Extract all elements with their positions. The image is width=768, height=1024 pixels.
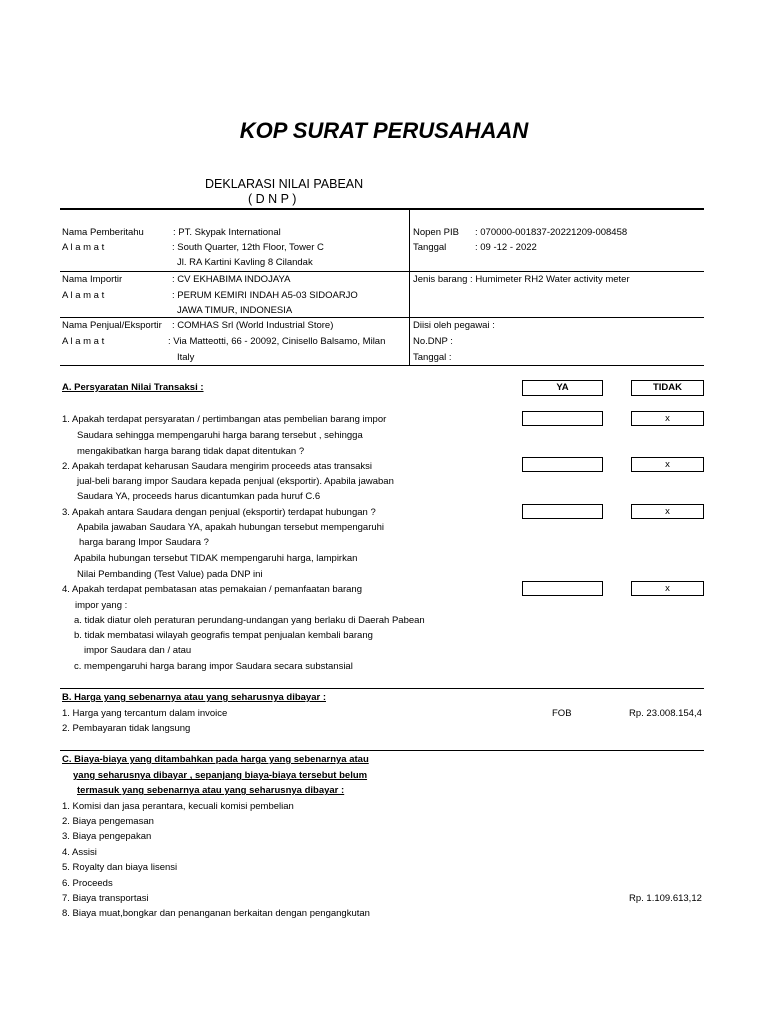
alamat-label: A l a m a t [62, 242, 105, 253]
document-title: DEKLARASI NILAI PABEAN [205, 177, 364, 191]
tanggal-dnp: Tanggal : [413, 352, 452, 363]
section-c-title-3: termasuk yang sebenarnya atau yang seharusnya dibayar : [77, 785, 345, 796]
b-item-1-term: FOB [552, 708, 572, 719]
importir-value: : CV EKHABIMA INDOJAYA [172, 274, 291, 285]
c-item-8: 8. Biaya muat,bongkar dan penanganan berkaitan dengan pengangkutan [62, 908, 370, 919]
letterhead: KOP SURAT PERUSAHAAN [239, 118, 529, 143]
q1-ya-box[interactable] [522, 411, 603, 426]
importir-address-2: JAWA TIMUR, INDONESIA [177, 305, 293, 316]
pemberitahu-label: Nama Pemberitahu [62, 227, 144, 238]
ya-header: YA [522, 380, 603, 396]
q3-tidak-box[interactable]: x [631, 504, 704, 519]
q3-line-1: 3. Apakah antara Saudara dengan penjual (eksportir) terdapat hubungan ? [62, 507, 376, 518]
q4-line-2: impor yang : [75, 600, 128, 611]
importir-alamat-label: A l a m a t [62, 290, 105, 301]
pemberitahu-address-1: : South Quarter, 12th Floor, Tower C [172, 242, 324, 253]
header-rule-bottom [60, 365, 704, 366]
penjual-label: Nama Penjual/Eksportir [62, 320, 162, 331]
pemberitahu-address-2: Jl. RA Kartini Kavling 8 Cilandak [177, 257, 313, 268]
q4-line-5: impor Saudara dan / atau [84, 645, 192, 656]
c-item-6: 6. Proceeds [62, 878, 113, 889]
penjual-alamat-label: A l a m a t [62, 336, 105, 347]
q2-line-1: 2. Apakah terdapat keharusan Saudara mengirim proceeds atas transaksi [62, 461, 372, 472]
q4-ya-box[interactable] [522, 581, 603, 596]
c-item-7-value: Rp. 1.109.613,12 [629, 893, 702, 904]
tanggal-value: : 09 -12 - 2022 [475, 242, 537, 253]
penjual-address-1: : Via Matteotti, 66 - 20092, Cinisello Balsamo, Milan [168, 336, 386, 347]
q4-line-6: c. mempengaruhi harga barang impor Saudara secara substansial [74, 661, 353, 672]
section-a-title: A. Persyaratan Nilai Transaksi : [62, 382, 204, 393]
c-item-2: 2. Biaya pengemasan [62, 816, 154, 827]
nopen-label: Nopen PIB [413, 227, 459, 238]
jenis-barang: Jenis barang : Humimeter RH2 Water activity meter [413, 274, 630, 285]
q1-line-1: 1. Apakah terdapat persyaratan / pertimbangan atas pembelian barang impor [62, 414, 387, 425]
diisi-pegawai: Diisi oleh pegawai : [413, 320, 495, 331]
q2-tidak-box[interactable]: x [631, 457, 704, 472]
q3-line-2: Apabila jawaban Saudara YA, apakah hubungan tersebut mempengaruhi [77, 522, 385, 533]
q4-line-3: a. tidak diatur oleh peraturan perundang-undangan yang berlaku di Daerah Pabean [74, 615, 425, 626]
q2-ya-box[interactable] [522, 457, 603, 472]
header-rule-1 [60, 271, 704, 272]
q4-tidak-box[interactable]: x [631, 581, 704, 596]
section-b-title: B. Harga yang sebenarnya atau yang seharusnya dibayar : [62, 692, 326, 703]
header-divider [409, 209, 410, 366]
c-item-4: 4. Assisi [62, 847, 97, 858]
q4-line-1: 4. Apakah terdapat pembatasan atas pemakaian / pemanfaatan barang [62, 584, 362, 595]
tidak-header: TIDAK [631, 380, 704, 396]
pemberitahu-value: : PT. Skypak International [173, 227, 281, 238]
c-item-5: 5. Royalty dan biaya lisensi [62, 862, 178, 873]
section-c-title-2: yang seharusnya dibayar , sepanjang biaya-biaya tersebut belum [73, 770, 368, 781]
c-item-1: 1. Komisi dan jasa perantara, kecuali komisi pembelian [62, 801, 294, 812]
q2-line-3: Saudara YA, proceeds harus dicantumkan pada huruf C.6 [77, 491, 321, 502]
q3-line-4: Apabila hubungan tersebut TIDAK mempengaruhi harga, lampirkan [74, 553, 358, 564]
q1-line-2: Saudara sehingga mempengaruhi harga barang tersebut , sehingga [77, 430, 363, 441]
b-item-1-value: Rp. 23.008.154,4 [629, 708, 702, 719]
no-dnp: No.DNP : [413, 336, 453, 347]
b-item-1: 1. Harga yang tercantum dalam invoice [62, 708, 228, 719]
header-rule-top [60, 208, 704, 210]
penjual-value: : COMHAS Srl (World Industrial Store) [172, 320, 334, 331]
section-c-rule [60, 750, 704, 751]
b-item-2: 2. Pembayaran tidak langsung [62, 723, 191, 734]
q2-line-2: jual-beli barang impor Saudara kepada penjual (eksportir). Apabila jawaban [77, 476, 394, 487]
document-subtitle: ( D N P ) [248, 192, 297, 206]
importir-label: Nama Importir [62, 274, 123, 285]
nopen-value: : 070000-001837-20221209-008458 [475, 227, 628, 238]
penjual-address-2: Italy [177, 352, 195, 363]
c-item-7: 7. Biaya transportasi [62, 893, 149, 904]
section-b-rule [60, 688, 704, 689]
q1-line-3: mengakibatkan harga barang tidak dapat ditentukan ? [77, 446, 305, 457]
q3-line-3: harga barang Impor Saudara ? [79, 537, 209, 548]
c-item-3: 3. Biaya pengepakan [62, 831, 152, 842]
q4-line-4: b. tidak membatasi wilayah geografis tempat penjualan kembali barang [74, 630, 373, 641]
q3-ya-box[interactable] [522, 504, 603, 519]
importir-address-1: : PERUM KEMIRI INDAH A5-03 SIDOARJO [172, 290, 358, 301]
section-c-title-1: C. Biaya-biaya yang ditambahkan pada harga yang sebenarnya atau [62, 754, 369, 765]
q3-line-5: Nilai Pembanding (Test Value) pada DNP ini [77, 569, 263, 580]
header-rule-2 [60, 317, 704, 318]
q1-tidak-box[interactable]: x [631, 411, 704, 426]
tanggal-label: Tanggal [413, 242, 447, 253]
